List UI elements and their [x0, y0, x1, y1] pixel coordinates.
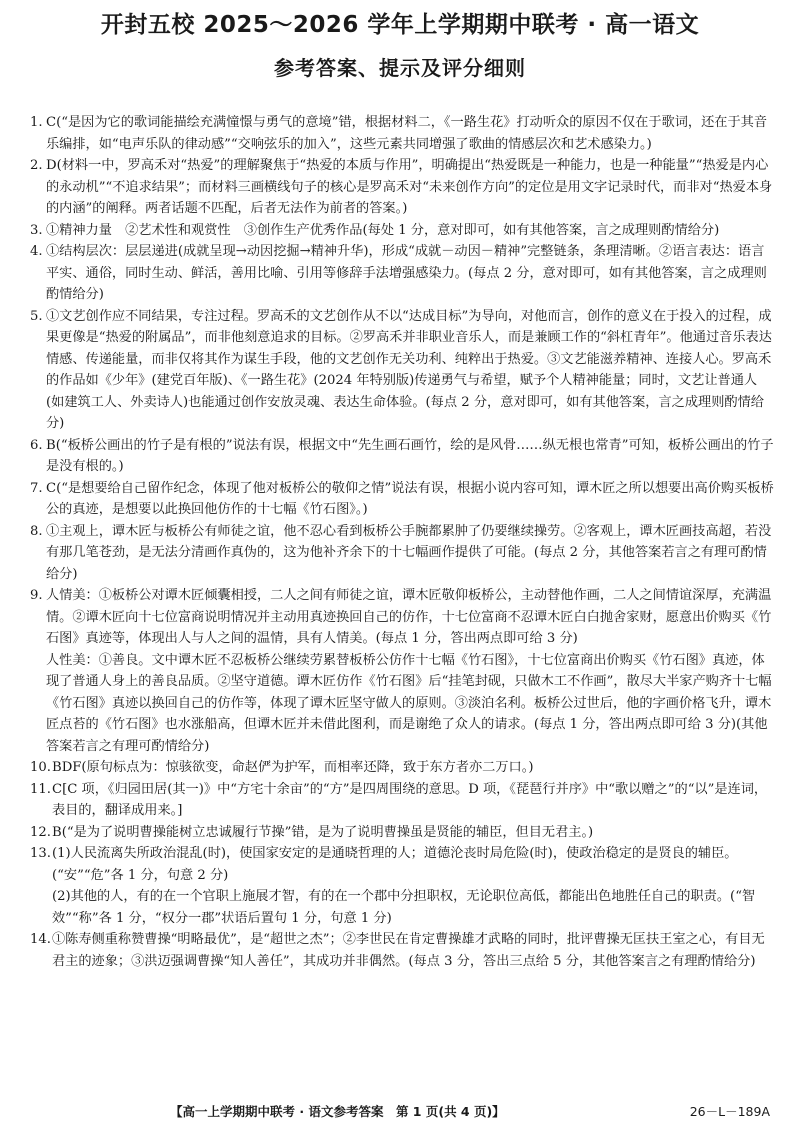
answer-text: ①主观上，谭木匠与板桥公有师徒之谊，他不忍心看到板桥公手腕都累肿了仍要继续操劳。②客观上，谭木匠画技高超，若没有那几笔苍劲，是无法分清画作真伪的，这为他补齐余下的十七幅画作提供了可能。(每点 2 分，其他答案若言之有理可酌情给分) [46, 523, 772, 582]
answer-number: 9. [30, 588, 43, 603]
answer-item [30, 306, 774, 435]
answer-text: (1)人民流离失所政治混乱(时)，使国家安定的是通晓哲理的人；道德沦丧时局危险(时)，使政治稳定的是贤良的辅臣。(“安”“危”各 1 分，句意 2 分) [52, 846, 738, 883]
answer-number: 12. [30, 824, 51, 840]
answer-text: (2)其他的人，有的在一个官职上施展才智，有的在一个郡中分担职权，无论职位高低，都能出色地胜任自己的职责。(“智效”“称”各 1 分，“权分一郡”状语后置句 1 分，句意 1 分) [52, 889, 756, 926]
answer-item [30, 220, 774, 242]
answer-item [30, 757, 774, 779]
answer-number: 8. [30, 523, 43, 539]
answer-list [30, 112, 774, 972]
answer-number: 11. [30, 781, 51, 797]
answer-text: C(“是因为它的歌词能描绘充满憧憬与勇气的意境”错，根据材料二，《一路生花》打动听众的原因不仅在于歌词，还在于其音乐编排，如“电声乐队的律动感”“交响弦乐的加入”，这些元素共同增强了歌曲的情感层次和艺术感染力。) [46, 115, 768, 152]
answer-number: 10. [30, 760, 51, 775]
answer-item [30, 822, 774, 844]
answer-number: 1. [30, 115, 43, 130]
answer-text: C(“是想要给自己留作纪念，体现了他对板桥公的敬仰之情”说法有误，根据小说内容可知，谭木匠之所以想要出高价购买板桥公的真迹，是想要以此换回他仿作的十七幅《竹石图》。) [46, 480, 774, 517]
answer-item [30, 155, 774, 220]
answer-number: 5. [30, 308, 43, 324]
answer-number: 6. [30, 437, 43, 453]
answer-number: 2. [30, 158, 43, 173]
answer-item [30, 241, 774, 306]
answer-item [30, 886, 774, 929]
answer-item [30, 779, 774, 822]
answer-text: 人情美：①板桥公对谭木匠倾囊相授，二人之间有师徒之谊，谭木匠敬仰板桥公，主动替他作画，二人之间情谊深厚，充满温情。②谭木匠向十七位富商说明情况并主动用真迹换回自己的仿作，十七位富商不忍谭木匠白白抛舍家财，愿意出价购买《竹石图》真迹等，体现出人与人之间的温情，具有人情美。(每点 1 分，答出两点即可给 3 分) [46, 588, 772, 646]
answer-item [30, 929, 774, 972]
answer-text: ①精神力量 ②艺术性和观赏性 ③创作生产优秀作品(每处 1 分，意对即可，如有其他答案，言之成理则酌情给分) [46, 222, 720, 238]
footer-page-info: 【高一上学期期中联考 · 语文参考答案 第 1 页(共 4 页)】 [170, 1104, 505, 1119]
page-footer [0, 1098, 800, 1122]
page-subtitle: 参考答案、提示及评分细则 [274, 56, 526, 80]
answer-text: B(“是为了说明曹操能树立忠诚履行节操”错，是为了说明曹操虽是贤能的辅臣，但目无君主。) [52, 824, 594, 840]
answer-text: C[C 项，《归园田居(其一)》中“方宅十余亩”的“方”是四周围绕的意思。D 项，《琵琶行并序》中“歌以赠之”的“以”是连词，表目的，翻译成用来。] [52, 781, 768, 818]
answer-number: 3. [30, 222, 43, 238]
answer-text: ①结构层次：层层递进(成就呈现→动因挖掘→精神升华)，形成“成就－动因－精神”完整链条，条理清晰。②语言表达：语言平实、通俗，同时生动、鲜活，善用比喻、引用等修辞手法增强感染力。(每点 2 分，意对即可，如有其他答案，言之成理则酌情给分) [46, 244, 767, 302]
answer-item [30, 435, 774, 478]
answer-text: B(“板桥公画出的竹子是有根的”说法有误，根据文中“先生画石画竹，绘的是风骨……纵无根也常青”可知，板桥公画出的竹子是没有根的。) [46, 437, 774, 474]
answer-number: 4. [30, 244, 43, 259]
page-title: 开封五校 2025～2026 学年上学期期中联考 · 高一语文 [100, 12, 700, 38]
answer-number: 14. [30, 932, 51, 947]
answer-text: D(材料一中，罗高禾对“热爱”的理解聚焦于“热爱的本质与作用”，明确提出“热爱既是一种能力，也是一种能量”“热爱是内心的永动机”“不追求结果”；而材料三画横线句子的核心是罗高禾对“未来创作方向”的定位是用文字记录时代，而非对“热爱本身的内涵”的阐释。两者话题不匹配，后者无法作为前者的答案。) [46, 158, 773, 216]
answer-item [30, 650, 774, 758]
answer-text: ①文艺创作应不同结果，专注过程。罗高禾的文艺创作从不以“达成目标”为导向，对他而言，创作的意义在于投入的过程，成果更像是“热爱的附属品”，而非他刻意追求的目标。②罗高禾并非职业音乐人，而是兼顾工作的“斜杠青年”。他通过音乐表达情感、传递能量，而非仅将其作为谋生手段，他的文艺创作无关功利、纯粹出于热爱。③文艺能滋养精神、连接人心。罗高禾的作品如《少年》(建党百年版)、《一路生花》(2024 年特别版)传递勇气与希望，赋予个人精神能量；同时，文艺让普通人(如建筑工人、外卖诗人)也能通过创作安放灵魂、表达生命体验。(每点 2 分，意对即可，如有其他答案，言之成理则酌情给分) [46, 308, 772, 431]
answer-number: 13. [30, 846, 51, 861]
answer-item [30, 112, 774, 155]
answer-item [30, 585, 774, 650]
answer-text: ①陈寿侧重称赞曹操“明略最优”，是“超世之杰”；②李世民在肯定曹操雄才武略的同时，批评曹操无匡扶王室之心，有目无君主的迹象；③洪迈强调曹操“知人善任”，其成功并非偶然。(每点 3 分，答出三点给 5 分，其他答案言之有理酌情给分) [52, 932, 765, 969]
answer-number: 7. [30, 480, 43, 496]
answer-text: BDF(原句标点为：惊骇欲变，命赵俨为护军，而相率还降，致于东方者亦二万口。) [52, 760, 534, 775]
answer-item [30, 843, 774, 886]
answer-text: 人性美：①善良。文中谭木匠不忍板桥公继续劳累替板桥公仿作十七幅《竹石图》，十七位富商出价购买《竹石图》真迹，体现了普通人身上的善良品质。②坚守道德。谭木匠仿作《竹石图》后“挂笔封砚，只做木工不作画”，散尽大半家产购齐十七幅《竹石图》真迹以换回自己的仿作等，体现了谭木匠坚守做人的原则。③淡泊名利。板桥公过世后，他的字画价格飞升，谭木匠点苔的《竹石图》也水涨船高，但谭木匠并未借此图利，而是谢绝了众人的请求。(每点 1 分，答出两点即可给 3 分)(其他答案若言之有理可酌情给分) [46, 652, 772, 754]
answer-item [30, 521, 774, 586]
footer-code: 26－L－189A [689, 1104, 770, 1119]
answer-item [30, 478, 774, 521]
